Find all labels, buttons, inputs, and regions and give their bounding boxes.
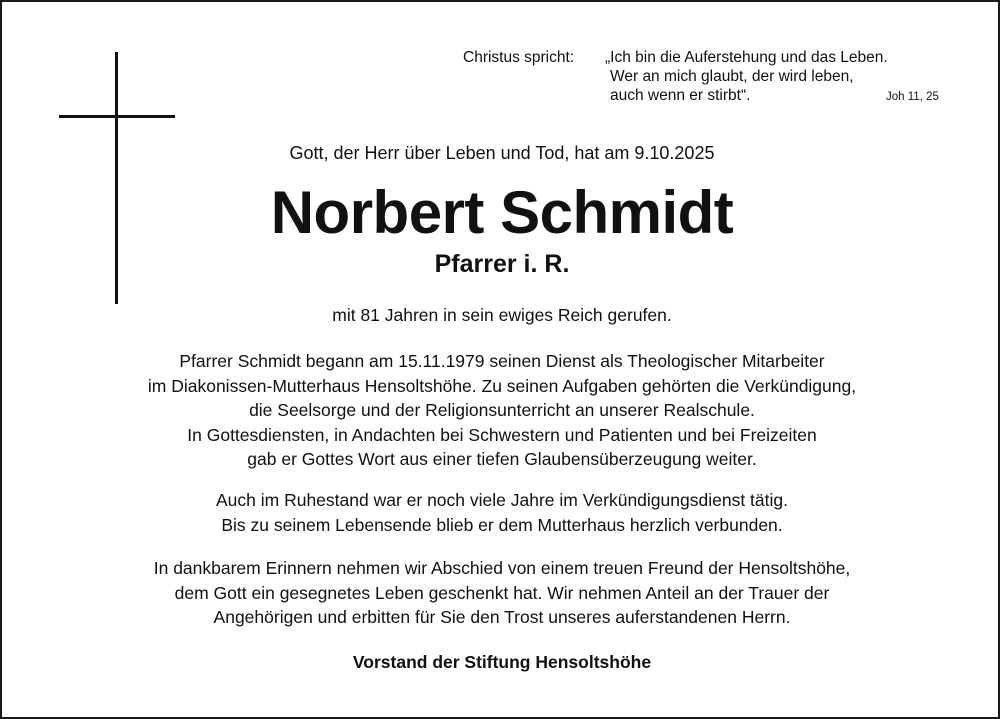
paragraph-line: Pfarrer Schmidt begann am 15.11.1979 seinen Dienst als Theologischer Mitarbeiter: [179, 351, 825, 371]
signature: Vorstand der Stiftung Hensoltshöhe: [352, 652, 652, 672]
paragraph-line: In Gottesdiensten, in Andachten bei Schwestern und Patienten und bei Freizeiten: [187, 424, 817, 445]
deceased-name: Norbert Schmidt: [270, 179, 734, 246]
paragraph-line: dem Gott ein gesegnetes Leben geschenkt hat. Wir nehmen Anteil an der Trauer der: [174, 582, 830, 603]
paragraph-service: [2, 349, 1000, 472]
quote-text: „Ich bin die Auferstehung und das Leben.: [605, 49, 888, 66]
quote-line-3: [463, 86, 939, 105]
deceased-title: Pfarrer i. R.: [434, 250, 570, 278]
paragraph-line: Auch im Ruhestand war er noch viele Jahre im Verkündigungsdienst tätig.: [216, 490, 788, 510]
paragraph-farewell: [2, 556, 1000, 630]
quote-text: auch wenn er stirbt“.: [610, 87, 751, 104]
quote-line-2: [463, 67, 854, 86]
quote-reference: Joh 11, 25: [886, 91, 939, 103]
paragraph-retirement: [2, 488, 1000, 537]
quote-text: Wer an mich glaubt, der wird leben,: [610, 68, 854, 85]
paragraph-line: gab er Gottes Wort aus einer tiefen Glaubensüberzeugung weiter.: [247, 449, 757, 469]
paragraph-line: Angehörigen und erbitten für Sie den Trost unseres auferstandenen Herrn.: [213, 607, 791, 627]
announcement-intro: Gott, der Herr über Leben und Tod, hat am 9.10.2025: [289, 143, 715, 163]
bible-quote: [463, 48, 939, 105]
cross-horizontal-bar: [59, 115, 175, 118]
paragraph-line: In dankbarem Erinnern nehmen wir Abschied von einem treuen Freund der Hensoltshöhe,: [153, 558, 851, 578]
quote-speaker: Christus spricht:: [463, 49, 575, 66]
announcement-called: mit 81 Jahren in sein ewiges Reich gerufen.: [332, 305, 672, 325]
paragraph-line: im Diakonissen-Mutterhaus Hensoltshöhe. Zu seinen Aufgaben gehörten die Verkündigung,: [147, 375, 857, 396]
paragraph-line: Bis zu seinem Lebensende blieb er dem Mutterhaus herzlich verbunden.: [221, 514, 783, 535]
quote-line-1: [463, 48, 888, 67]
paragraph-line: die Seelsorge und der Religionsunterricht an unserer Realschule.: [249, 400, 755, 420]
